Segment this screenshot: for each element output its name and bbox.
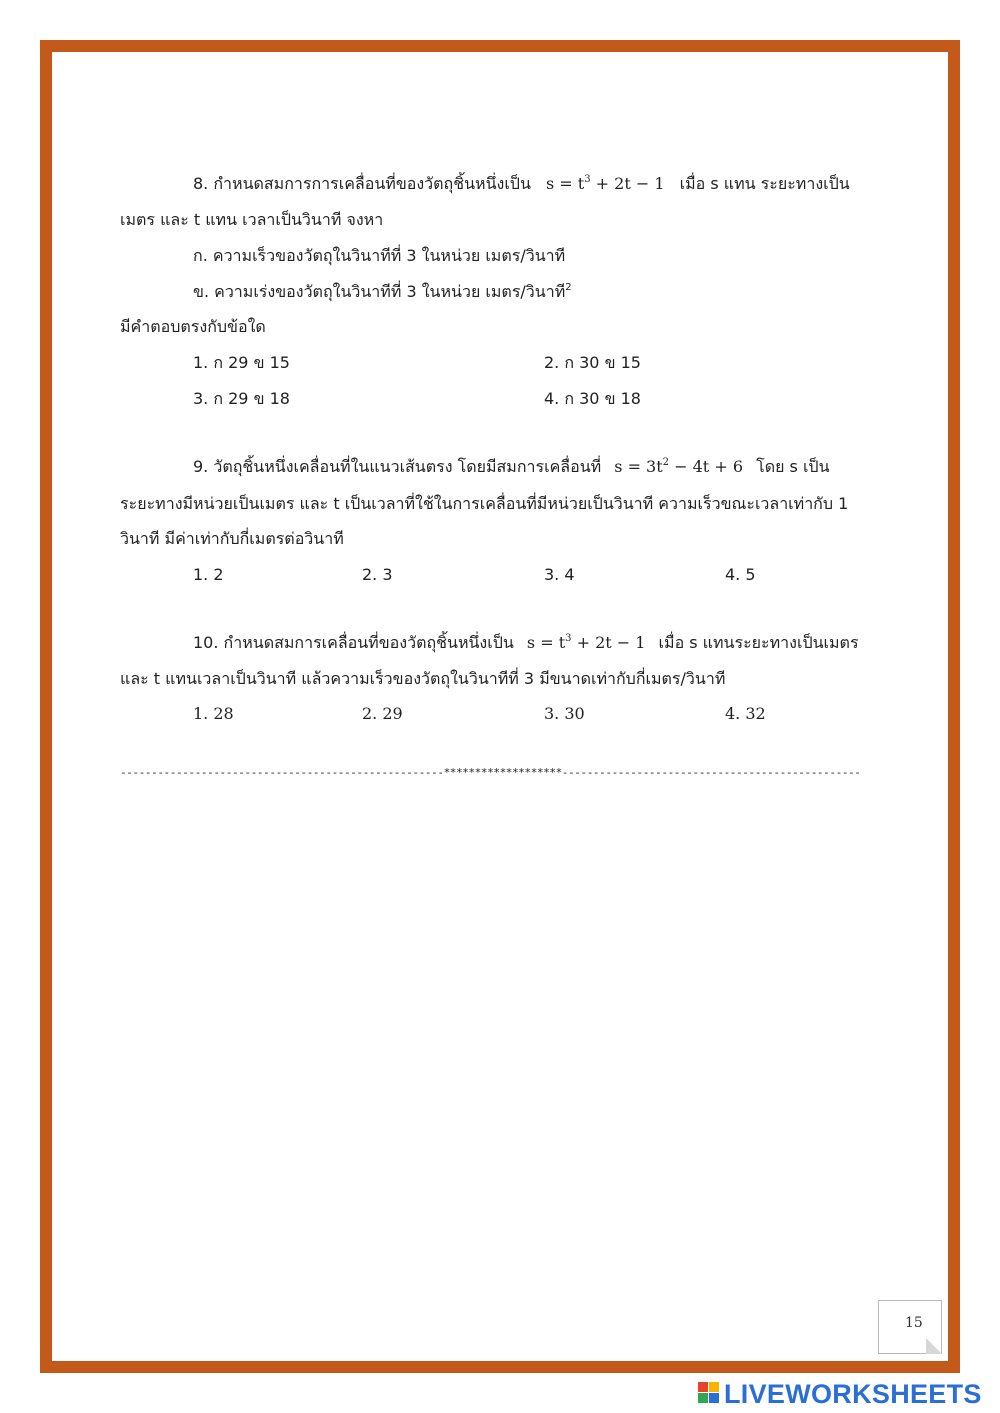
q9-line-3: วินาที มีค่าเท่ากับกี่เมตรต่อวินาที	[120, 529, 344, 548]
q9-choice-3[interactable]: 3. 4	[544, 565, 575, 584]
q8-part-b: ข. ความเร่งของวัตถุในวินาทีที่ 3 ในหน่วย เมตร/วินาที$^2$	[193, 282, 572, 301]
page-curl-icon	[926, 1338, 942, 1354]
q9-line-2: ระยะทางมีหน่วยเป็นเมตร และ t เป็นเวลาที่ใช้ในการเคลื่อนที่มีหน่วยเป็นวินาที ความเร็วขณะเวลาเท่ากับ 1	[120, 494, 849, 513]
brand-name: LIVEWORKSHEETS	[724, 1379, 982, 1409]
q9-choice-2[interactable]: 2. 3	[362, 565, 393, 584]
q8-choice-1[interactable]: 1. ก 29 ข 15	[193, 353, 290, 372]
q8-equation: $s = t^3 + 2t - 1$	[545, 174, 665, 193]
q8-line-2: เมตร และ t แทน เวลาเป็นวินาที จงหา	[120, 210, 384, 229]
liveworksheets-logo[interactable]	[698, 1378, 998, 1410]
q10-line-1	[193, 632, 859, 654]
q10-choice-2[interactable]: 2. 29	[362, 704, 403, 723]
q10-choice-4[interactable]: 4. 32	[725, 704, 766, 723]
q10-text-end: เมื่อ s แทนระยะทางเป็นเมตร	[658, 633, 859, 652]
q8-text: 8. กำหนดสมการการเคลื่อนที่ของวัตถุชิ้นหนึ่งเป็น	[193, 174, 531, 193]
q10-equation: $s = t^3 + 2t - 1$	[526, 633, 646, 652]
q8-choice-3[interactable]: 3. ก 29 ข 18	[193, 389, 290, 408]
q9-line-1	[193, 456, 830, 478]
q8-choice-2[interactable]: 2. ก 30 ข 15	[544, 353, 641, 372]
q10-choice-3[interactable]: 3. 30	[544, 704, 585, 723]
liveworksheets-icon	[698, 1382, 720, 1404]
q8-part-a: ก. ความเร็วของวัตถุในวินาทีที่ 3 ในหน่วย เมตร/วินาที	[193, 246, 566, 265]
page-number-box	[878, 1300, 942, 1354]
q9-text-end: โดย s เป็น	[756, 457, 830, 476]
q10-choice-1[interactable]: 1. 28	[193, 704, 234, 723]
q8-text-end: เมื่อ s แทน ระยะทางเป็น	[679, 174, 850, 193]
q9-text: 9. วัตถุชิ้นหนึ่งเคลื่อนที่ในแนวเส้นตรง โดยมีสมการเคลื่อนที่	[193, 457, 602, 476]
q9-choice-1[interactable]: 1. 2	[193, 565, 224, 584]
q9-equation: $s = 3t^2 - 4t + 6$	[614, 457, 743, 476]
q9-choice-4[interactable]: 4. 5	[725, 565, 756, 584]
q8-choice-4[interactable]: 4. ก 30 ข 18	[544, 389, 641, 408]
page-number: 15	[905, 1315, 923, 1331]
q10-line-2: และ t แทนเวลาเป็นวินาที แล้วความเร็วของวัตถุในวินาทีที่ 3 มีขนาดเท่ากับกี่เมตร/วินาที	[120, 669, 726, 688]
q10-text: 10. กำหนดสมการเคลื่อนที่ของวัตถุชิ้นหนึ่งเป็น	[193, 633, 514, 652]
q8-prompt: มีคำตอบตรงกับข้อใด	[120, 317, 266, 336]
q8-line-1	[193, 173, 850, 195]
section-separator: ----------------------------------------------------*******************------------------------------------------------	[120, 766, 860, 779]
